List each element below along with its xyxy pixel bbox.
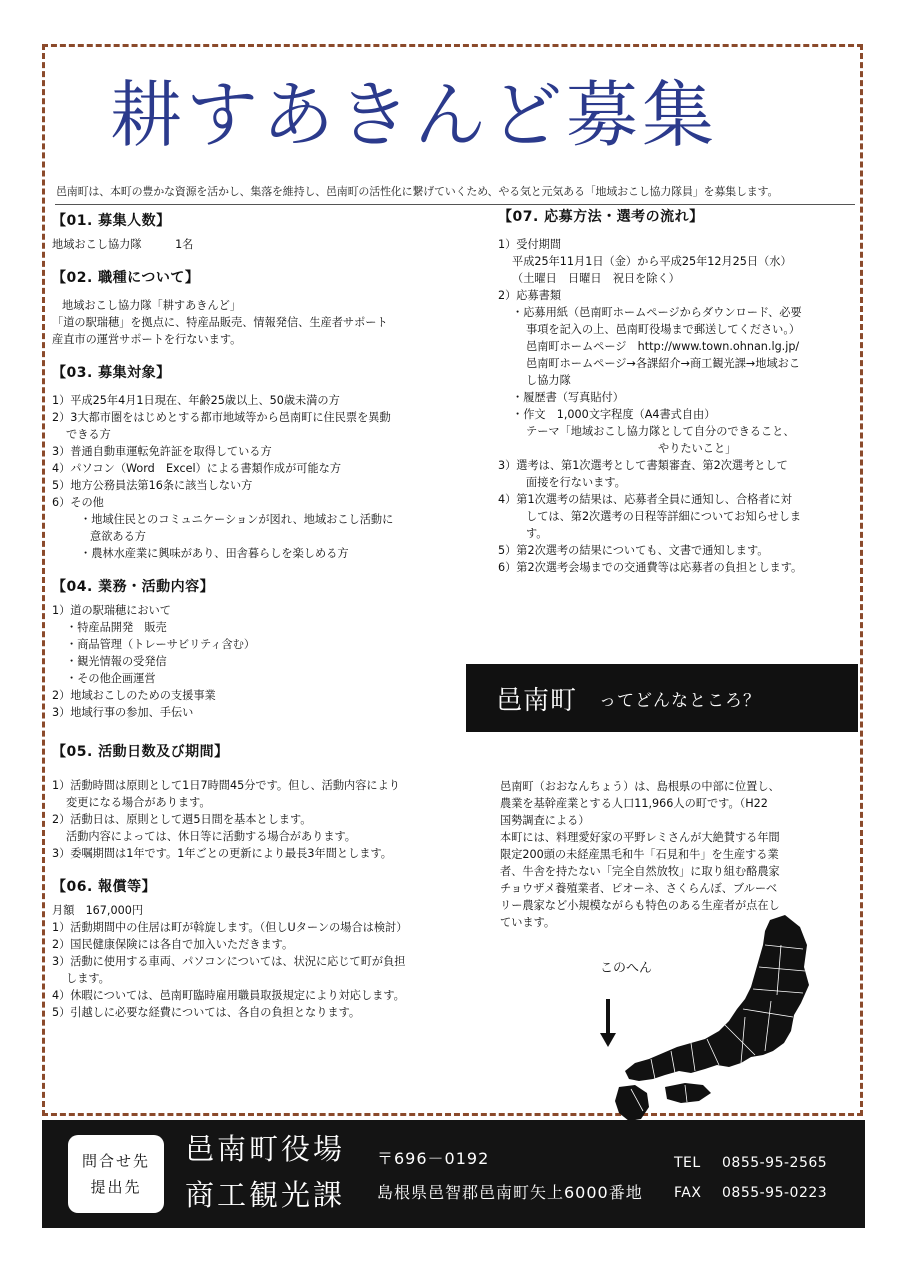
homepage-url[interactable]: 邑南町ホームページ http://www.town.ohnan.lg.jp/ bbox=[526, 340, 800, 353]
japan-map bbox=[595, 905, 850, 1125]
fax-label: FAX bbox=[674, 1185, 702, 1201]
section-06-line: します。 bbox=[66, 972, 110, 985]
section-04-line: ・その他企画運営 bbox=[66, 672, 156, 685]
map-label: このへん bbox=[600, 961, 653, 976]
about-line: チョウザメ養殖業者、ピオーネ、さくらんぼ、ブルーベ bbox=[500, 882, 778, 895]
street-address: 島根県邑智郡邑南町矢上6000番地 bbox=[377, 1183, 643, 1202]
about-line: 邑南町（おおなんちょう）は、島根県の中部に位置し、 bbox=[500, 780, 780, 793]
banner-question: ってどんなところ？ bbox=[599, 690, 762, 711]
section-07-line: 2）応募書類 bbox=[498, 289, 562, 302]
section-07-line: （土曜日 日曜日 祝日を除く） bbox=[512, 272, 680, 285]
section-02-line: 「道の駅瑞穂」を拠点に、特産品販売、情報発信、生産者サポート bbox=[52, 316, 388, 329]
section-heading-02: 【02. 職種について】 bbox=[52, 270, 200, 286]
arrow-head bbox=[600, 1033, 616, 1047]
address-block bbox=[377, 1142, 643, 1210]
section-03-line: 3）普通自動車運転免許証を取得している方 bbox=[52, 445, 272, 458]
section-07-line: ・履歴書（写真貼付） bbox=[512, 391, 624, 404]
section-07-line: 1）受付期間 bbox=[498, 238, 562, 251]
section-03-line: 2）3大都市圏をはじめとする都市地域等から邑南町に住民票を異動 bbox=[52, 411, 391, 424]
section-06-line: 5）引越しに必要な経費については、各自の負担となります。 bbox=[52, 1006, 361, 1019]
about-line: 農業を基幹産業とする人口11,966人の町です。（H22 bbox=[500, 797, 768, 810]
section-07-line: ・作文 1,000文字程度（A4書式自由） bbox=[512, 408, 716, 421]
contact-label: 問合せ先 bbox=[81, 1152, 150, 1170]
section-04-line: 2）地域おこしのための支援事業 bbox=[52, 689, 216, 702]
section-06-line: 3）活動に使用する車両、パソコンについては、状況に応じて町が負担 bbox=[52, 955, 406, 968]
section-07-line: し協力隊 bbox=[526, 374, 571, 387]
section-07-line: 面接を行ないます。 bbox=[526, 476, 626, 489]
submission-label: 提出先 bbox=[90, 1178, 142, 1196]
section-01-line: 地域おこし協力隊 1名 bbox=[52, 238, 194, 251]
section-05-line: 3）委嘱期間は1年です。1年ごとの更新により最長3年間とします。 bbox=[52, 847, 392, 860]
section-04-line: ・特産品開発 販売 bbox=[66, 621, 167, 634]
section-06-line: 2）国民健康保険には各自で加入いただきます。 bbox=[52, 938, 294, 951]
section-04-line: ・商品管理（トレーサビリティ含む） bbox=[66, 638, 256, 651]
section-07-line: 事項を記入の上、邑南町役場まで郵送してください。） bbox=[526, 323, 801, 336]
section-heading-05: 【05. 活動日数及び期間】 bbox=[52, 744, 229, 760]
section-07-line: しては、第2次選考の日程等詳細についてお知らせしま bbox=[526, 510, 802, 523]
office-town-hall: 邑南町役場 bbox=[185, 1132, 346, 1166]
section-04-line: ・観光情報の受発信 bbox=[66, 655, 167, 668]
section-06-line: 1）活動期間中の住居は町が斡旋します。（但しUターンの場合は検討） bbox=[52, 921, 408, 934]
section-07-line: テーマ「地域おこし協力隊として自分のできること、 bbox=[526, 425, 795, 438]
section-07-line: 4）第1次選考の結果は、応募者全員に通知し、合格者に対 bbox=[498, 493, 792, 506]
left-column bbox=[52, 210, 452, 1021]
section-03-line: 6）その他 bbox=[52, 496, 104, 509]
about-line: ています。 bbox=[500, 916, 556, 929]
about-line: 本町には、料理愛好家の平野レミさんが大絶賛する年間 bbox=[500, 831, 780, 844]
contact-footer bbox=[42, 1120, 865, 1228]
section-05-line: 2）活動日は、原則として週5日間を基本とします。 bbox=[52, 813, 312, 826]
section-04-line: 3）地域行事の参加、手伝い bbox=[52, 706, 194, 719]
tel-number[interactable]: 0855-95-2565 bbox=[722, 1155, 828, 1171]
section-03-line: 5）地方公務員法第16条に該当しない方 bbox=[52, 479, 253, 492]
about-line: 国勢調査による） bbox=[500, 814, 590, 827]
contact-label-box bbox=[68, 1135, 164, 1213]
right-column bbox=[498, 206, 848, 576]
section-02-line: 産直市の運営サポートを行ないます。 bbox=[52, 333, 242, 346]
section-05-line: 1）活動時間は原則として1日7時間45分です。但し、活動内容により bbox=[52, 779, 400, 792]
section-07-line: 邑南町ホームページ→各課紹介→商工観光課→地域おこ bbox=[526, 357, 801, 370]
fax-number: 0855-95-0223 bbox=[722, 1185, 828, 1201]
about-line: 者、牛舎を持たない「完全自然放牧」に取り組む酪農家 bbox=[500, 865, 780, 878]
office-department: 商工観光課 bbox=[185, 1178, 346, 1212]
intro-text: 邑南町は、本町の豊かな資源を活かし、集落を維持し、邑南町の活性化に繋げていくため、やる気と元気ある「地域おこし協力隊員」を募集します。 bbox=[56, 185, 779, 198]
section-07-line: 6）第2次選考会場までの交通費等は応募者の負担とします。 bbox=[498, 561, 803, 574]
tel-label: TEL bbox=[674, 1155, 701, 1171]
postal-code: 〒696－0192 bbox=[377, 1149, 490, 1168]
section-03-line: 4）パソコン（Word Excel）による書類作成が可能な方 bbox=[52, 462, 342, 475]
section-heading-06: 【06. 報償等】 bbox=[52, 879, 157, 895]
section-07-line: やりたいこと」 bbox=[658, 442, 737, 455]
page-title: 耕すあきんど募集 bbox=[110, 73, 719, 157]
section-03-line: ・農林水産業に興味があり、田舎暮らしを楽しめる方 bbox=[80, 547, 349, 560]
section-07-line: 平成25年11月1日（金）から平成25年12月25日（水） bbox=[512, 255, 792, 268]
section-heading-01: 【01. 募集人数】 bbox=[52, 213, 171, 229]
section-03-line: できる方 bbox=[66, 428, 111, 441]
section-07-line: ・応募用紙（邑南町ホームページからダウンロード、必要 bbox=[512, 306, 802, 319]
shikoku-shape bbox=[665, 1083, 711, 1103]
banner-town-name: 邑南町 bbox=[496, 685, 578, 716]
divider bbox=[55, 204, 855, 205]
section-05-line: 活動内容によっては、休日等に活動する場合があります。 bbox=[66, 830, 356, 843]
section-07-line: す。 bbox=[526, 527, 548, 540]
section-04-line: 1）道の駅瑞穂において bbox=[52, 604, 171, 617]
honshu-shape bbox=[625, 915, 809, 1081]
section-heading-03: 【03. 募集対象】 bbox=[52, 365, 171, 381]
map-graphic bbox=[595, 905, 850, 1125]
section-06-line: 月額 167,000円 bbox=[52, 904, 144, 917]
about-line: 限定200頭の未経産黒毛和牛「石見和牛」を生産する業 bbox=[500, 848, 779, 861]
office-name bbox=[185, 1126, 345, 1218]
section-07-line: 5）第2次選考の結果についても、文書で通知します。 bbox=[498, 544, 769, 557]
section-heading-04: 【04. 業務・活動内容】 bbox=[52, 579, 215, 595]
section-03-line: ・地域住民とのコミュニケーションが図れ、地域おこし活動に bbox=[80, 513, 394, 526]
phone-block bbox=[674, 1148, 827, 1208]
section-05-line: 変更になる場合があります。 bbox=[66, 796, 211, 809]
section-06-line: 4）休暇については、邑南町臨時雇用職員取扱規定により対応します。 bbox=[52, 989, 405, 1002]
about-line: リー農家など小規模ながらも特色のある生産者が点在し bbox=[500, 899, 780, 912]
section-03-line: 1）平成25年4月1日現在、年齢25歳以上、50歳未満の方 bbox=[52, 394, 340, 407]
section-03-line: 意欲ある方 bbox=[90, 530, 146, 543]
section-02-line: 地域おこし協力隊「耕すあきんど」 bbox=[62, 299, 242, 312]
section-heading-07: 【07. 応募方法・選考の流れ】 bbox=[498, 209, 704, 225]
section-07-line: 3）選考は、第1次選考として書類審査、第2次選考として bbox=[498, 459, 788, 472]
town-banner bbox=[466, 664, 858, 732]
